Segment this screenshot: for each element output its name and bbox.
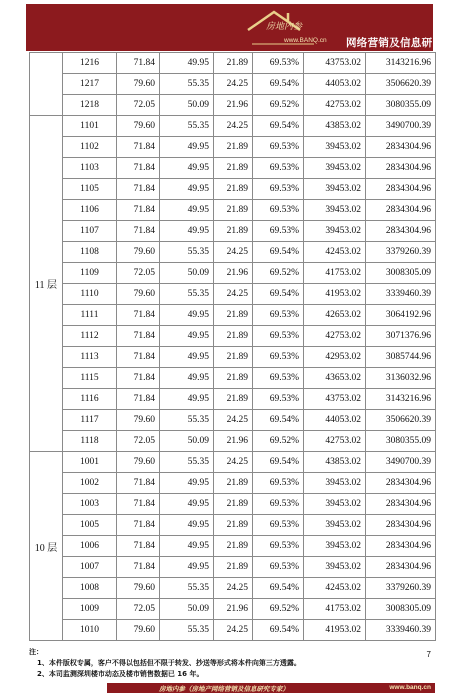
inner-area-cell: 49.95 (160, 368, 214, 389)
notes-heading: 注： (29, 648, 43, 656)
unit-price-cell: 39453.02 (304, 557, 366, 578)
area-cell: 71.84 (117, 158, 160, 179)
unit-number-cell: 1008 (63, 578, 117, 599)
table-row (30, 473, 436, 494)
logo-url: www.BANQ.cn (284, 37, 327, 44)
area-cell: 71.84 (117, 221, 160, 242)
inner-area-cell: 49.95 (160, 326, 214, 347)
shared-area-cell: 21.89 (214, 221, 253, 242)
shared-area-cell: 24.25 (214, 410, 253, 431)
unit-price-cell: 44053.02 (304, 74, 366, 95)
unit-number-cell: 1108 (63, 242, 117, 263)
unit-number-cell: 1118 (63, 431, 117, 452)
table-row (30, 200, 436, 221)
area-cell: 79.60 (117, 116, 160, 137)
page-footer (29, 647, 435, 693)
unit-number-cell: 1101 (63, 116, 117, 137)
footer-notes (29, 647, 435, 680)
efficiency-cell: 69.54% (253, 620, 304, 641)
table-row (30, 368, 436, 389)
total-price-cell: 3339460.39 (366, 620, 436, 641)
unit-price-cell: 42653.02 (304, 305, 366, 326)
inner-area-cell: 49.95 (160, 179, 214, 200)
unit-price-cell: 42953.02 (304, 347, 366, 368)
unit-price-cell: 39453.02 (304, 158, 366, 179)
total-price-cell: 2834304.96 (366, 557, 436, 578)
table-row (30, 431, 436, 452)
area-cell: 71.84 (117, 536, 160, 557)
unit-number-cell: 1107 (63, 221, 117, 242)
unit-price-cell: 43853.02 (304, 116, 366, 137)
unit-number-cell: 1102 (63, 137, 117, 158)
area-cell: 71.84 (117, 557, 160, 578)
total-price-cell: 3064192.96 (366, 305, 436, 326)
inner-area-cell: 50.09 (160, 599, 214, 620)
inner-area-cell: 50.09 (160, 95, 214, 116)
unit-number-cell: 1002 (63, 473, 117, 494)
inner-area-cell: 49.95 (160, 515, 214, 536)
total-price-cell: 2834304.96 (366, 473, 436, 494)
area-cell: 79.60 (117, 620, 160, 641)
shared-area-cell: 21.89 (214, 200, 253, 221)
shared-area-cell: 21.89 (214, 536, 253, 557)
inner-area-cell: 49.95 (160, 473, 214, 494)
unit-price-cell: 41753.02 (304, 599, 366, 620)
shared-area-cell: 21.89 (214, 494, 253, 515)
total-price-cell: 3143216.96 (366, 53, 436, 74)
area-cell: 71.84 (117, 200, 160, 221)
table-row (30, 326, 436, 347)
area-cell: 79.60 (117, 242, 160, 263)
shared-area-cell: 24.25 (214, 452, 253, 473)
total-price-cell: 3136032.96 (366, 368, 436, 389)
unit-price-cell: 39453.02 (304, 200, 366, 221)
logo-text: 房地内参 (266, 22, 303, 32)
inner-area-cell: 49.95 (160, 305, 214, 326)
efficiency-cell: 69.54% (253, 116, 304, 137)
table-row (30, 620, 436, 641)
total-price-cell: 3339460.39 (366, 284, 436, 305)
unit-number-cell: 1110 (63, 284, 117, 305)
unit-number-cell: 1115 (63, 368, 117, 389)
inner-area-cell: 49.95 (160, 53, 214, 74)
unit-price-cell: 39453.02 (304, 494, 366, 515)
shared-area-cell: 21.89 (214, 347, 253, 368)
total-price-cell: 2834304.96 (366, 221, 436, 242)
shared-area-cell: 21.89 (214, 326, 253, 347)
efficiency-cell: 69.53% (253, 473, 304, 494)
table-row (30, 452, 436, 473)
inner-area-cell: 55.35 (160, 284, 214, 305)
shared-area-cell: 21.89 (214, 53, 253, 74)
inner-area-cell: 50.09 (160, 431, 214, 452)
table-row (30, 74, 436, 95)
shared-area-cell: 21.89 (214, 473, 253, 494)
efficiency-cell: 69.52% (253, 95, 304, 116)
efficiency-cell: 69.53% (253, 347, 304, 368)
table-row (30, 158, 436, 179)
table-row (30, 494, 436, 515)
efficiency-cell: 69.53% (253, 536, 304, 557)
table-row (30, 515, 436, 536)
shared-area-cell: 21.89 (214, 158, 253, 179)
shared-area-cell: 21.89 (214, 179, 253, 200)
total-price-cell: 3506620.39 (366, 74, 436, 95)
area-cell: 71.84 (117, 473, 160, 494)
area-cell: 71.84 (117, 179, 160, 200)
total-price-cell: 3071376.96 (366, 326, 436, 347)
efficiency-cell: 69.54% (253, 410, 304, 431)
area-cell: 72.05 (117, 599, 160, 620)
total-price-cell: 3490700.39 (366, 452, 436, 473)
inner-area-cell: 49.95 (160, 221, 214, 242)
inner-area-cell: 55.35 (160, 74, 214, 95)
shared-area-cell: 21.89 (214, 368, 253, 389)
unit-price-cell: 42753.02 (304, 431, 366, 452)
floor-label-cell: 11 层 (30, 116, 63, 452)
inner-area-cell: 49.95 (160, 389, 214, 410)
total-price-cell: 3506620.39 (366, 410, 436, 431)
area-cell: 71.84 (117, 368, 160, 389)
unit-number-cell: 1217 (63, 74, 117, 95)
area-cell: 71.84 (117, 389, 160, 410)
shared-area-cell: 24.25 (214, 116, 253, 137)
efficiency-cell: 69.53% (253, 221, 304, 242)
unit-number-cell: 1007 (63, 557, 117, 578)
inner-area-cell: 55.35 (160, 452, 214, 473)
efficiency-cell: 69.53% (253, 368, 304, 389)
total-price-cell: 2834304.96 (366, 536, 436, 557)
shared-area-cell: 21.89 (214, 305, 253, 326)
efficiency-cell: 69.54% (253, 578, 304, 599)
total-price-cell: 3080355.09 (366, 95, 436, 116)
shared-area-cell: 24.25 (214, 242, 253, 263)
shared-area-cell: 21.89 (214, 137, 253, 158)
inner-area-cell: 49.95 (160, 557, 214, 578)
table-row (30, 263, 436, 284)
area-cell: 71.84 (117, 347, 160, 368)
table-row (30, 179, 436, 200)
unit-price-cell: 43753.02 (304, 53, 366, 74)
inner-area-cell: 50.09 (160, 263, 214, 284)
shared-area-cell: 24.25 (214, 578, 253, 599)
table-row (30, 410, 436, 431)
unit-number-cell: 1106 (63, 200, 117, 221)
efficiency-cell: 69.53% (253, 389, 304, 410)
total-price-cell: 2834304.96 (366, 515, 436, 536)
unit-number-cell: 1111 (63, 305, 117, 326)
shared-area-cell: 21.96 (214, 431, 253, 452)
shared-area-cell: 21.96 (214, 95, 253, 116)
area-cell: 71.84 (117, 137, 160, 158)
efficiency-cell: 69.53% (253, 158, 304, 179)
unit-price-table (29, 52, 436, 641)
unit-price-cell: 39453.02 (304, 179, 366, 200)
unit-number-cell: 1116 (63, 389, 117, 410)
unit-price-cell: 39453.02 (304, 473, 366, 494)
unit-number-cell: 1117 (63, 410, 117, 431)
area-cell: 79.60 (117, 410, 160, 431)
table-row (30, 578, 436, 599)
total-price-cell: 3379260.39 (366, 578, 436, 599)
unit-price-cell: 43853.02 (304, 452, 366, 473)
shared-area-cell: 24.25 (214, 74, 253, 95)
total-price-cell: 3080355.09 (366, 431, 436, 452)
area-cell: 79.60 (117, 284, 160, 305)
efficiency-cell: 69.53% (253, 179, 304, 200)
shared-area-cell: 21.89 (214, 515, 253, 536)
total-price-cell: 2834304.96 (366, 158, 436, 179)
total-price-cell: 2834304.96 (366, 494, 436, 515)
unit-price-cell: 42753.02 (304, 326, 366, 347)
area-cell: 72.05 (117, 431, 160, 452)
area-cell: 71.84 (117, 515, 160, 536)
unit-price-cell: 42453.02 (304, 242, 366, 263)
area-cell: 79.60 (117, 452, 160, 473)
table-row (30, 242, 436, 263)
area-cell: 72.05 (117, 95, 160, 116)
area-cell: 71.84 (117, 305, 160, 326)
footer-bar-label: 房地内参（房地产网络营销及信息研究专家） (159, 685, 289, 693)
efficiency-cell: 69.53% (253, 557, 304, 578)
table-row (30, 347, 436, 368)
efficiency-cell: 69.53% (253, 305, 304, 326)
unit-price-cell: 43653.02 (304, 368, 366, 389)
area-cell: 71.84 (117, 326, 160, 347)
unit-number-cell: 1005 (63, 515, 117, 536)
unit-price-cell: 39453.02 (304, 515, 366, 536)
inner-area-cell: 49.95 (160, 137, 214, 158)
unit-price-cell: 39453.02 (304, 221, 366, 242)
total-price-cell: 3490700.39 (366, 116, 436, 137)
unit-number-cell: 1105 (63, 179, 117, 200)
shared-area-cell: 21.96 (214, 263, 253, 284)
table-row (30, 53, 436, 74)
header-title: 网络营销及信息研究专家 (346, 37, 433, 64)
efficiency-cell: 69.52% (253, 599, 304, 620)
efficiency-cell: 69.53% (253, 137, 304, 158)
unit-number-cell: 1103 (63, 158, 117, 179)
total-price-cell: 2834304.96 (366, 137, 436, 158)
table-row (30, 221, 436, 242)
unit-number-cell: 1006 (63, 536, 117, 557)
unit-price-cell: 44053.02 (304, 410, 366, 431)
inner-area-cell: 49.95 (160, 494, 214, 515)
inner-area-cell: 49.95 (160, 347, 214, 368)
inner-area-cell: 55.35 (160, 578, 214, 599)
unit-number-cell: 1001 (63, 452, 117, 473)
unit-number-cell: 1113 (63, 347, 117, 368)
unit-price-cell: 42453.02 (304, 578, 366, 599)
note-monitoring: 2、本司监测深圳楼市动态及楼市销售数据已 16 年。 (37, 670, 204, 678)
inner-area-cell: 55.35 (160, 410, 214, 431)
unit-number-cell: 1218 (63, 95, 117, 116)
footer-bar-url: www.banq.cn (389, 684, 431, 691)
unit-price-cell: 41753.02 (304, 263, 366, 284)
floor-label-cell (30, 53, 63, 116)
unit-number-cell: 1010 (63, 620, 117, 641)
efficiency-cell: 69.52% (253, 431, 304, 452)
unit-number-cell: 1003 (63, 494, 117, 515)
area-cell: 71.84 (117, 494, 160, 515)
unit-price-cell: 39453.02 (304, 137, 366, 158)
unit-number-cell: 1112 (63, 326, 117, 347)
shared-area-cell: 24.25 (214, 620, 253, 641)
table-row (30, 95, 436, 116)
unit-price-cell: 41953.02 (304, 284, 366, 305)
total-price-cell: 3008305.09 (366, 263, 436, 284)
unit-number-cell: 1009 (63, 599, 117, 620)
efficiency-cell: 69.53% (253, 326, 304, 347)
efficiency-cell: 69.54% (253, 284, 304, 305)
inner-area-cell: 49.95 (160, 158, 214, 179)
table-row (30, 137, 436, 158)
table-row (30, 116, 436, 137)
inner-area-cell: 55.35 (160, 620, 214, 641)
area-cell: 72.05 (117, 263, 160, 284)
efficiency-cell: 69.52% (253, 263, 304, 284)
total-price-cell: 3143216.96 (366, 389, 436, 410)
table-row (30, 284, 436, 305)
efficiency-cell: 69.53% (253, 494, 304, 515)
shared-area-cell: 21.89 (214, 389, 253, 410)
efficiency-cell: 69.54% (253, 452, 304, 473)
area-cell: 79.60 (117, 74, 160, 95)
unit-price-cell: 42753.02 (304, 95, 366, 116)
inner-area-cell: 55.35 (160, 116, 214, 137)
unit-price-cell: 43753.02 (304, 389, 366, 410)
table-row (30, 305, 436, 326)
inner-area-cell: 49.95 (160, 200, 214, 221)
unit-number-cell: 1109 (63, 263, 117, 284)
note-copyright: 1、本件版权专属，客户不得以包括但不限于转发、抄送等形式将本件向第三方透露。 (37, 659, 301, 667)
shared-area-cell: 21.89 (214, 557, 253, 578)
table-row (30, 536, 436, 557)
table-row (30, 557, 436, 578)
area-cell: 79.60 (117, 578, 160, 599)
total-price-cell: 3008305.09 (366, 599, 436, 620)
efficiency-cell: 69.53% (253, 515, 304, 536)
table-row (30, 599, 436, 620)
total-price-cell: 3379260.39 (366, 242, 436, 263)
efficiency-cell: 69.54% (253, 74, 304, 95)
inner-area-cell: 49.95 (160, 536, 214, 557)
efficiency-cell: 69.53% (253, 200, 304, 221)
total-price-cell: 2834304.96 (366, 200, 436, 221)
inner-area-cell: 55.35 (160, 242, 214, 263)
shared-area-cell: 24.25 (214, 284, 253, 305)
unit-price-cell: 41953.02 (304, 620, 366, 641)
unit-price-cell: 39453.02 (304, 536, 366, 557)
area-cell: 71.84 (117, 53, 160, 74)
page-number: 7 (426, 650, 431, 659)
table-row (30, 389, 436, 410)
efficiency-cell: 69.53% (253, 53, 304, 74)
floor-label-cell: 10 层 (30, 452, 63, 641)
shared-area-cell: 21.96 (214, 599, 253, 620)
total-price-cell: 3085744.96 (366, 347, 436, 368)
total-price-cell: 2834304.96 (366, 179, 436, 200)
unit-number-cell: 1216 (63, 53, 117, 74)
efficiency-cell: 69.54% (253, 242, 304, 263)
